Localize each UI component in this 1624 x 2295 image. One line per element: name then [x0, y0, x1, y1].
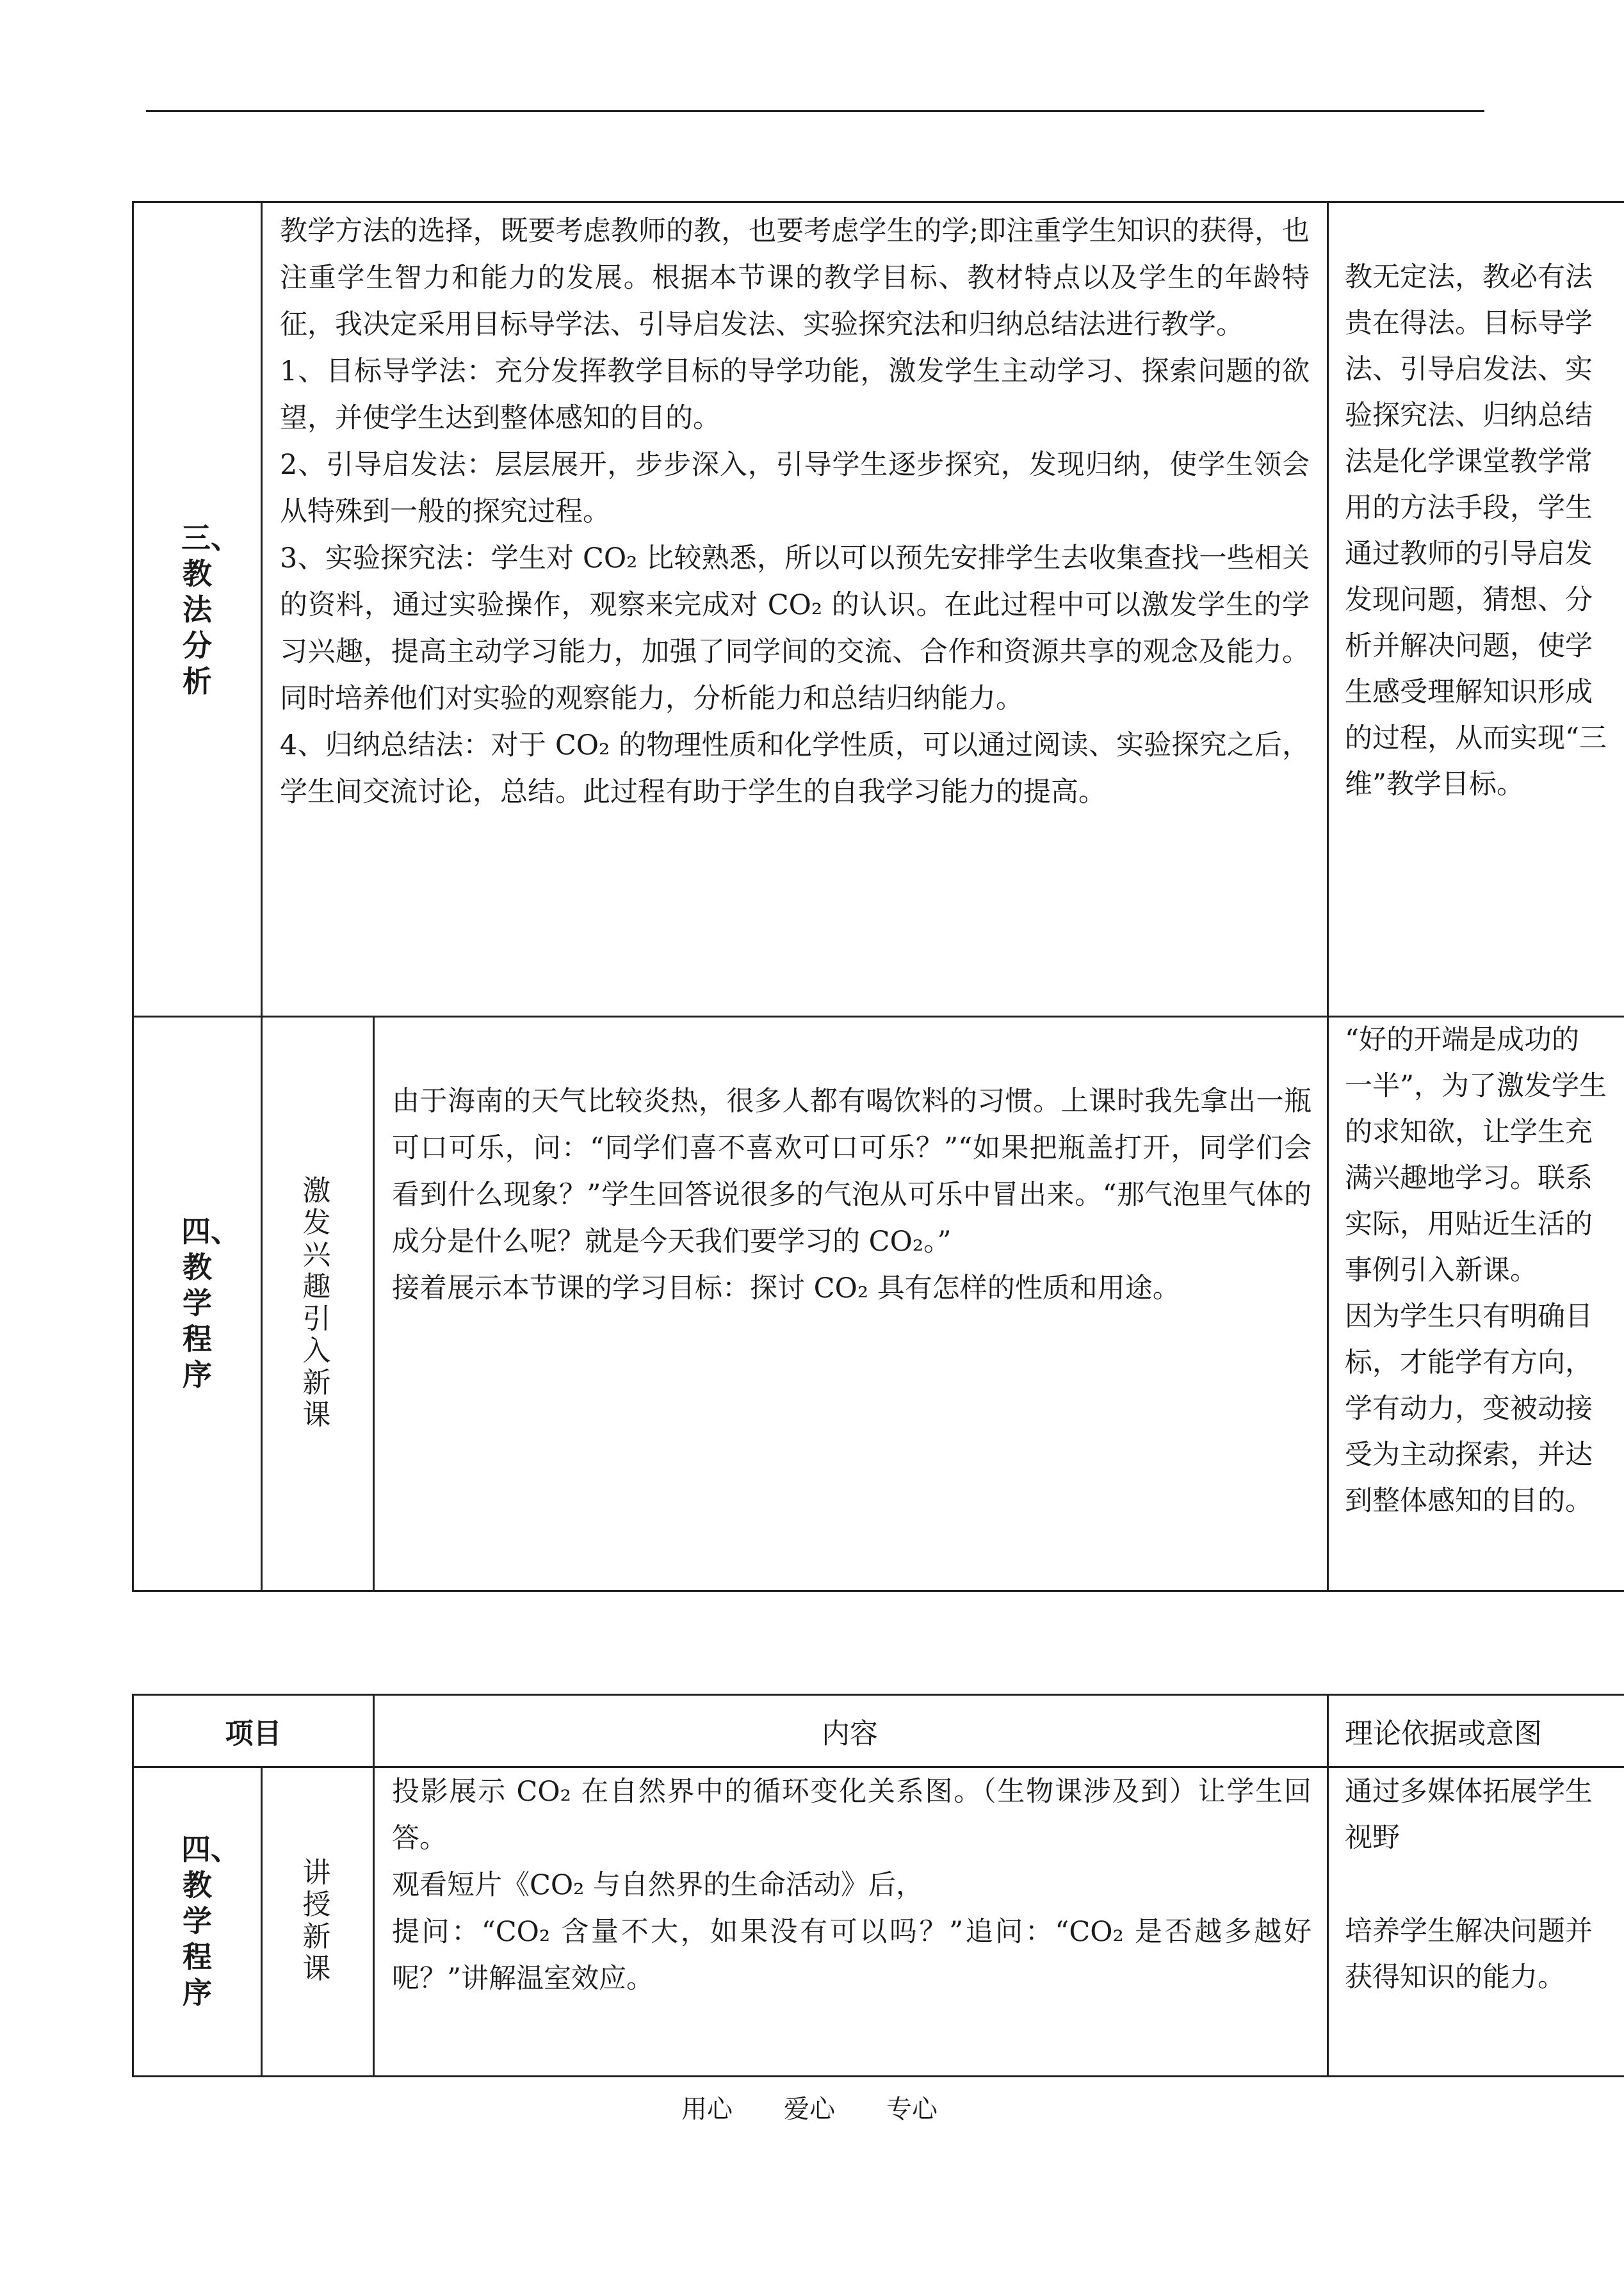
intro-content	[392, 1078, 1311, 1312]
method-paragraph: 教学方法的选择，既要考虑教师的教，也要考虑学生的学;即注重学生知识的获得，也注重学生智力和能力的发展。根据本节课的教学目标、教材特点以及学生的年龄特征，我决定采用目标导学法、引导启发法、实验探究法和归纳总结法进行教学。	[280, 215, 1310, 341]
header-basis	[1327, 1694, 1624, 1768]
intro-paragraph: 由于海南的天气比较炎热，很多人都有喝饮料的习惯。上课时我先拿出一瓶可口可乐，问：“同学们喜不喜欢可口可乐？”“如果把瓶盖打开，同学们会看到什么现象？”学生回答说很多的气泡从可乐中冒出来。“那气泡里气体的成分是什么呢？就是今天我们要学习的 CO₂。”	[392, 1085, 1311, 1258]
note-line: 的求知欲，让学生充	[1345, 1116, 1593, 1148]
note-line: 标，才能学有方向，	[1345, 1347, 1593, 1379]
note-line: “好的开端是成功的	[1345, 1024, 1579, 1056]
note-line: 视野	[1345, 1822, 1400, 1854]
teach-paragraph: 投影展示 CO₂ 在自然界中的循环变化关系图。（生物课涉及到）让学生回答。	[392, 1776, 1311, 1854]
header-basis-label: 理论依据或意图	[1345, 1717, 1542, 1750]
intro-note-cell	[1327, 1016, 1624, 1592]
method-content	[280, 208, 1310, 816]
header-rule	[146, 110, 1484, 112]
note-line: 的过程，从而实现“三	[1345, 722, 1607, 754]
header-item-label: 项目	[225, 1717, 282, 1750]
note-line: 发现问题，猜想、分	[1345, 584, 1593, 616]
note-line: 贵在得法。目标导学	[1345, 307, 1593, 339]
note-line: 析并解决问题，使学	[1345, 630, 1593, 662]
note-line: 法是化学课堂教学常	[1345, 446, 1593, 478]
note-line: 受为主动探索，并达	[1345, 1439, 1593, 1471]
header-content-label: 内容	[822, 1717, 878, 1750]
note-line: 满兴趣地学习。联系	[1345, 1162, 1593, 1194]
method-paragraph: 2、引导启发法：层层展开，步步深入，引导学生逐步探究，发现归纳，使学生领会从特殊到一般的探究过程。	[280, 449, 1310, 528]
note-line: 到整体感知的目的。	[1345, 1485, 1593, 1517]
note-line: 法、引导启发法、实	[1345, 353, 1593, 385]
note-line: 维”教学目标。	[1345, 768, 1524, 800]
teach-note-cell	[1327, 1766, 1624, 2077]
section-label-method: 三、教法分析	[132, 201, 263, 1018]
note-line: 生感受理解知识形成	[1345, 676, 1593, 708]
note-line: 用的方法手段，学生	[1345, 492, 1593, 524]
sub-label-intro: 激发兴趣 引入新课	[261, 1016, 375, 1592]
method-content-cell	[261, 201, 1329, 1018]
note-line: 事例引入新课。	[1345, 1254, 1538, 1286]
teach-note-1	[1345, 1769, 1593, 1861]
note-line: 培养学生解决问题并	[1345, 1915, 1593, 1947]
note-line: 通过多媒体拓展学生	[1345, 1776, 1593, 1808]
note-line: 一半”，为了激发学生	[1345, 1070, 1607, 1102]
note-line: 因为学生只有明确目	[1345, 1301, 1593, 1333]
note-line: 实际，用贴近生活的	[1345, 1208, 1593, 1240]
intro-note	[1345, 1017, 1607, 1524]
method-note	[1345, 254, 1607, 807]
note-line: 验探究法、归纳总结	[1345, 400, 1593, 432]
sub-label-teach: 讲授新课	[261, 1766, 375, 2077]
method-paragraph: 1、目标导学法：充分发挥教学目标的导学功能，激发学生主动学习、探索问题的欲望，并使学生达到整体感知的目的。	[280, 355, 1310, 434]
method-note-cell	[1327, 201, 1624, 1018]
teach-content-cell	[373, 1766, 1329, 2077]
note-line: 通过教师的引导启发	[1345, 538, 1593, 570]
section-label-procedure-2: 四、教学程序	[132, 1766, 263, 2077]
note-line: 获得知识的能力。	[1345, 1961, 1565, 1993]
teach-paragraph: 观看短片《CO₂ 与自然界的生命活动》后，	[392, 1869, 924, 1901]
note-line: 学有动力，变被动接	[1345, 1393, 1593, 1425]
method-paragraph: 4、归纳总结法：对于 CO₂ 的物理性质和化学性质，可以通过阅读、实验探究之后，学生间交流讨论，总结。此过程有助于学生的自我学习能力的提高。	[280, 729, 1310, 808]
header-content	[373, 1694, 1329, 1768]
intro-paragraph: 接着展示本节课的学习目标：探讨 CO₂ 具有怎样的性质和用途。	[392, 1272, 1180, 1304]
note-line: 教无定法，教必有法	[1345, 261, 1593, 293]
teach-content	[392, 1769, 1311, 2002]
teach-note-2	[1345, 1908, 1593, 2000]
section-label-procedure: 四、教学程序	[132, 1016, 263, 1592]
intro-content-cell	[373, 1016, 1329, 1592]
teach-paragraph: 提问：“CO₂ 含量不大，如果没有可以吗？”追问：“CO₂ 是否越多越好呢？”讲解温室效应。	[392, 1916, 1311, 1995]
footer-text: 用心 爱心 专心	[681, 2095, 938, 2124]
header-item	[132, 1694, 375, 1768]
method-paragraph: 3、实验探究法：学生对 CO₂ 比较熟悉，所以可以预先安排学生去收集查找一些相关的资料，通过实验操作，观察来完成对 CO₂ 的认识。在此过程中可以激发学生的学习兴趣，提高主动学习能力，加强了同学间的交流、合作和资源共享的观念及能力。同时培养他们对实验的观察能力，分析能力和总结归纳能力。	[280, 542, 1310, 715]
